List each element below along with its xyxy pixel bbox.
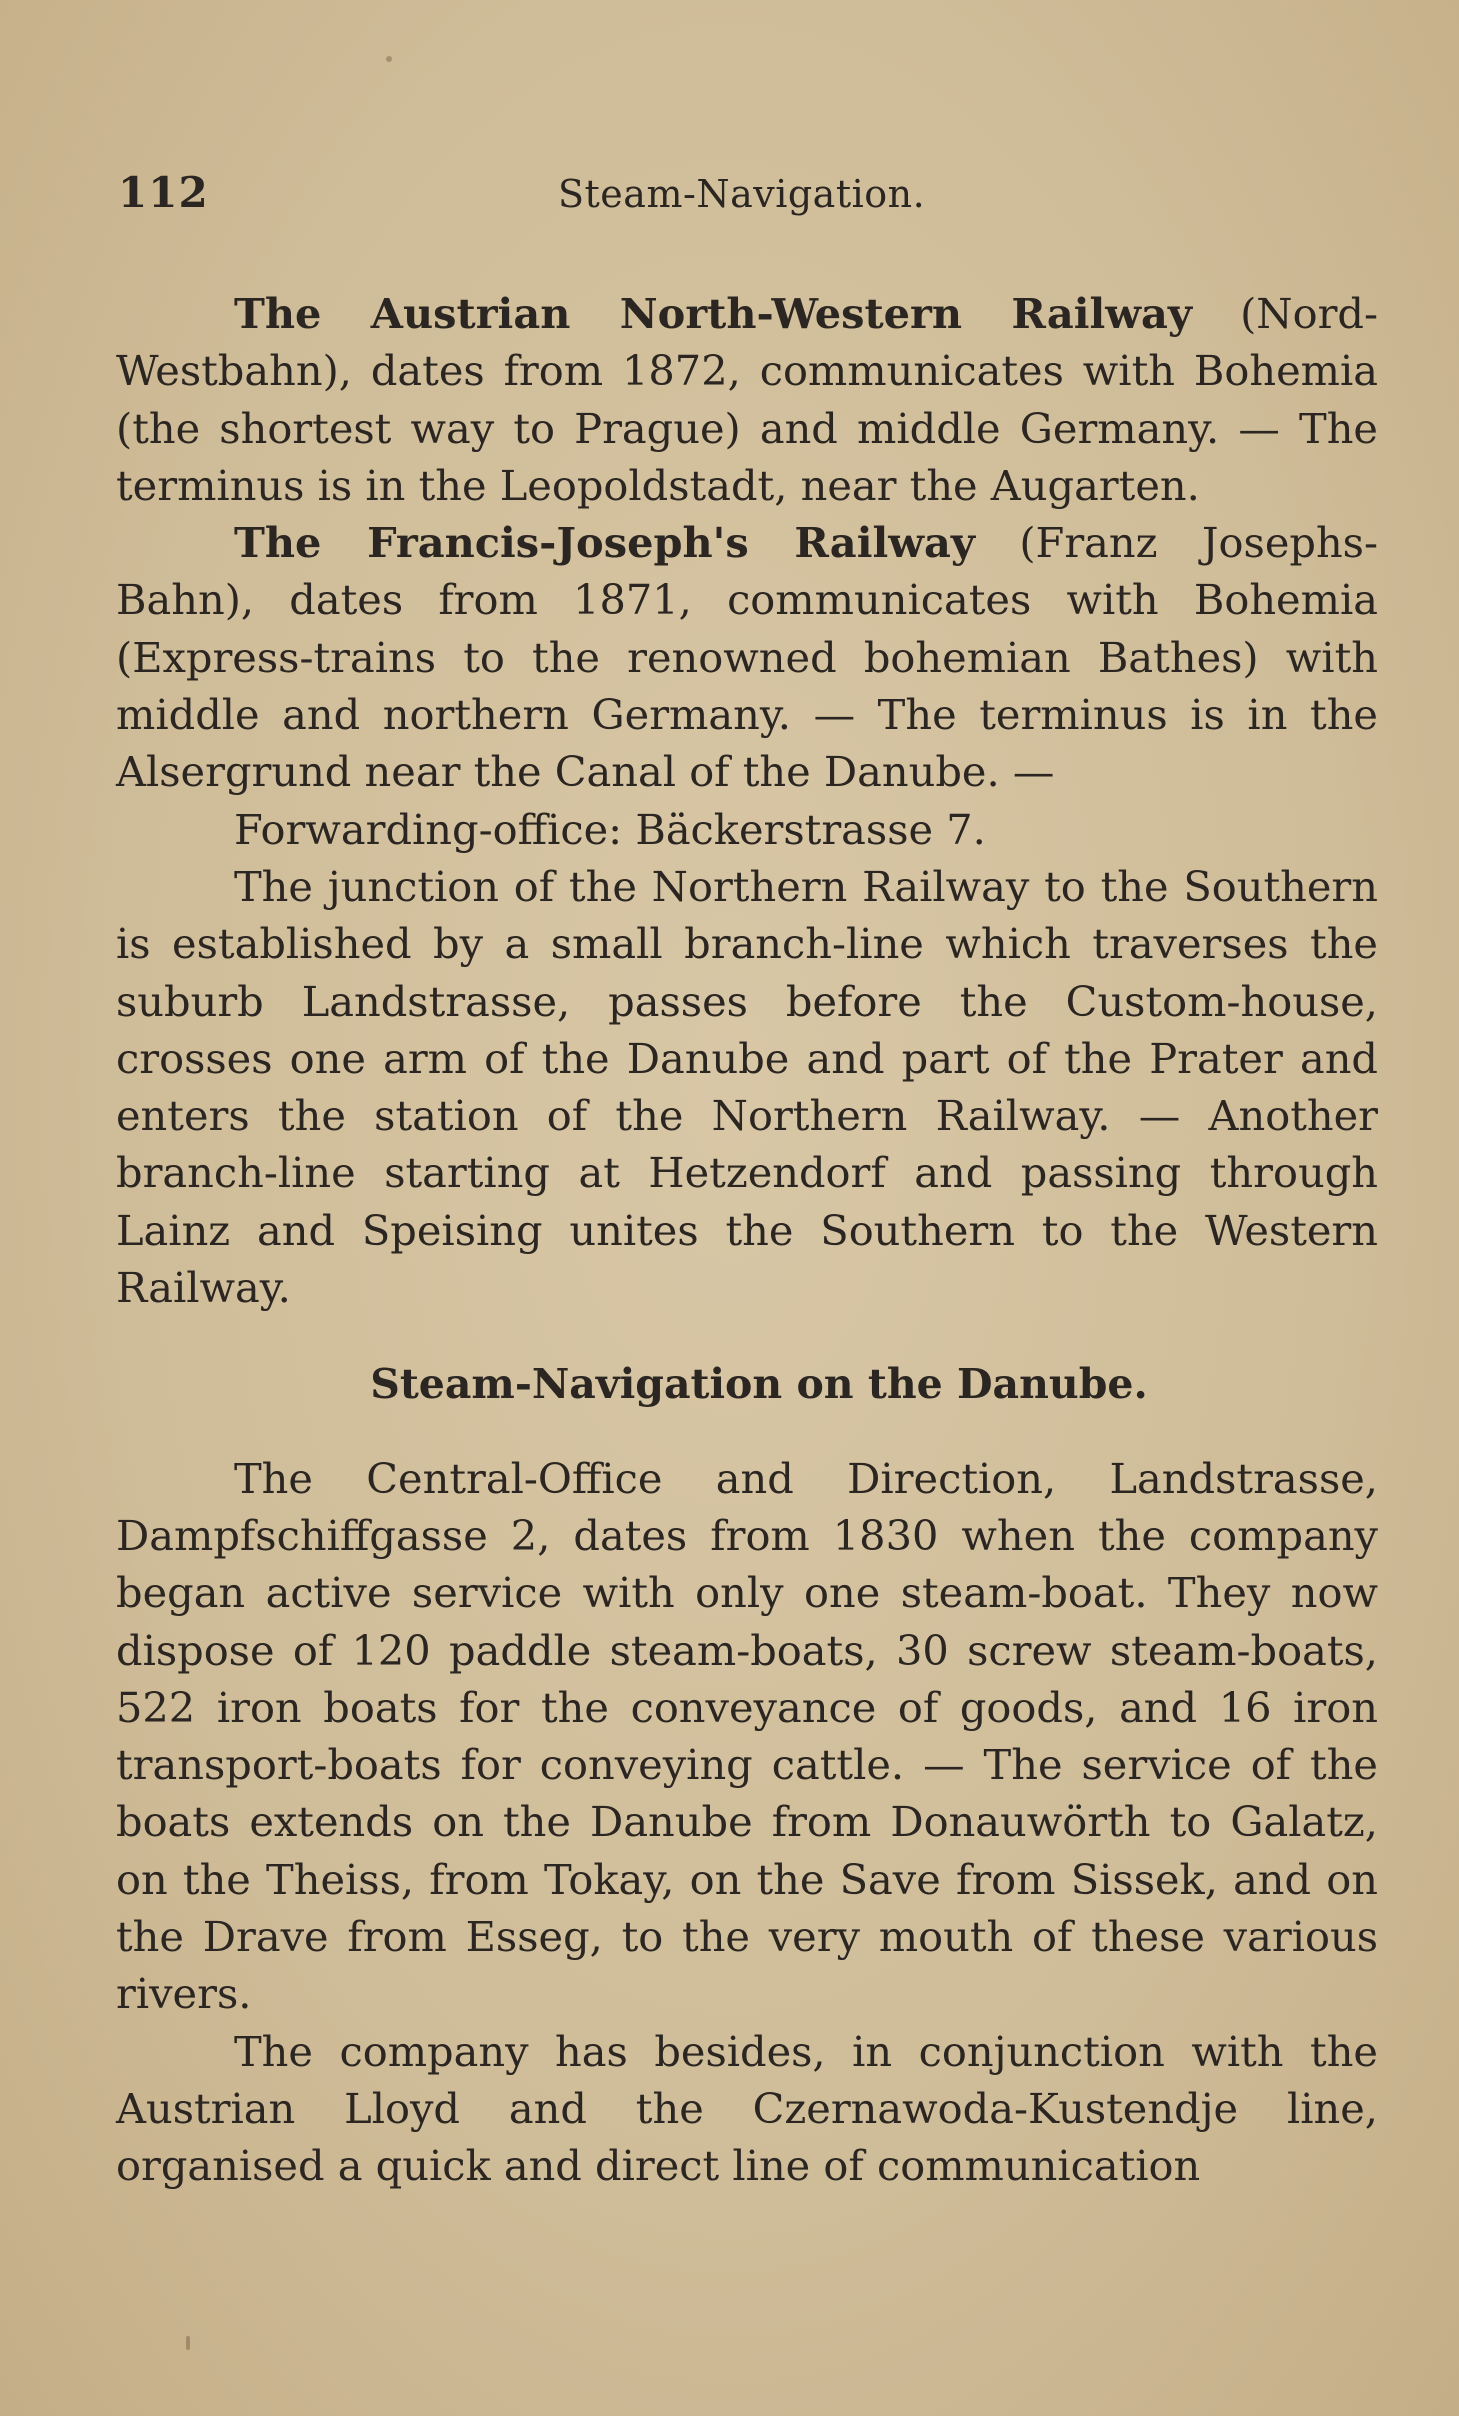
paper-speck [186,2336,190,2350]
body-text [116,285,1378,2195]
francis-joseph-railway-text: (Franz Josephs-Bahn), dates from 1871, communicates with Bohemia (Express-trains to the renowned bohemian Bathes) with middle and northern Germany. — The terminus is in the Alsergrund near the Canal of the Danube. — [116,518,1378,797]
paragraph-junction: The junction of the Northern Railway to the Southern is established by a small branch-line which traverses the suburb Landstrasse, passes before the Custom-house, crosses one arm of the Danube and part of the Prater and enters the station of the Northern Railway. — Another branch-line starting at Hetzendorf and passing through Lainz and Speising unites the Southern to the Western Railway. [116,861,1378,1313]
page-number: 112 [118,168,209,217]
paragraph-north-western-railway [116,285,1378,514]
paragraph-company: The company has besides, in conjunction with the Austrian Lloyd and the Czernawoda-Kustendje line, organised a quick and direct line of communication [116,2026,1378,2191]
paper-speck [386,56,392,62]
paragraph-central-office: The Central-Office and Direction, Landstrasse, Dampfschiffgasse 2, dates from 1830 when the company began active service with only one steam-boat. They now dispose of 120 paddle steam-boats, 30 screw steam-boats, 522 iron boats for the conveyance of goods, and 16 iron transport-boats for conveying cattle. — The service of the boats extends on the Danube from Donauwörth to Galatz, on the Theiss, from Tokay, on the Save from Sissek, and on the Drave from Esseg, to the very mouth of these various rivers. [116,1453,1378,2019]
page-header [118,168,1369,228]
francis-joseph-railway-title: The Francis-Joseph's Railway [234,518,975,568]
running-head: Steam-Navigation. [558,172,926,216]
section-heading: Steam-Navigation on the Danube. [370,1360,1148,1409]
forwarding-office: Forwarding-office: Bäckerstrasse 7. [234,804,986,854]
north-western-railway-title: The Austrian North-Western Railway [234,289,1193,338]
paragraph-francis-joseph-railway [116,514,1378,800]
north-western-railway-text: (Nord-Westbahn), dates from 1872, communicates with Bohemia (the shortest way to Prague) and middle Germany. — The terminus is in the Leopoldstadt, near the Augarten. [116,289,1379,510]
